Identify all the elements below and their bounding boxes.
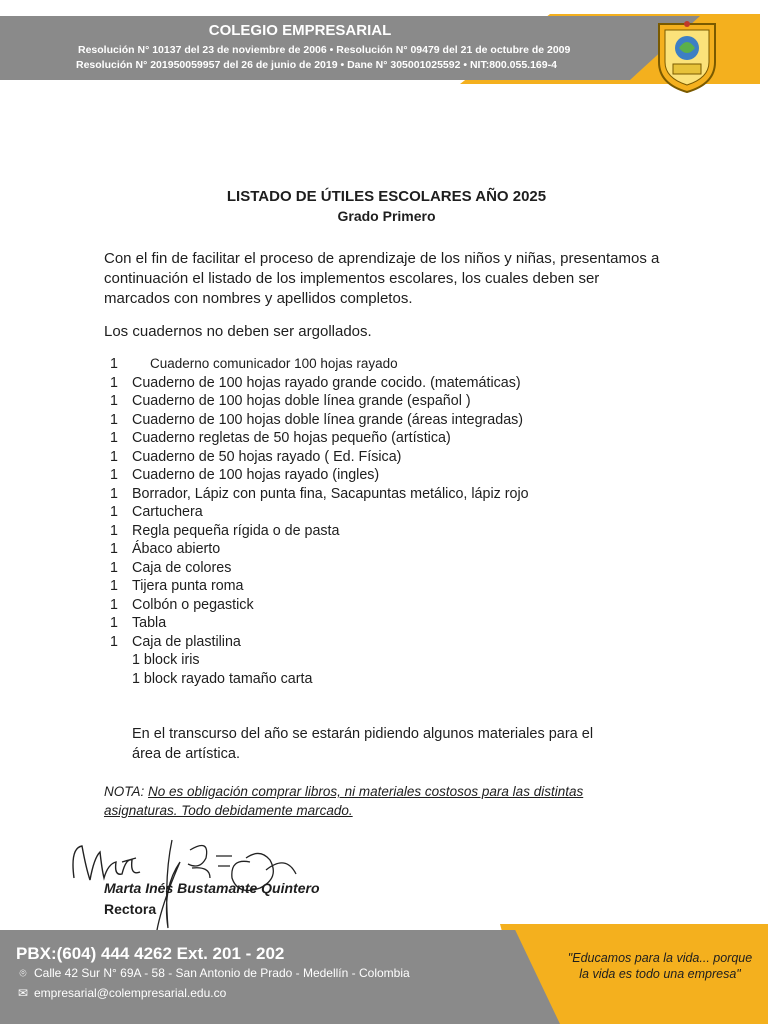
item-text: 1 block iris bbox=[132, 652, 200, 668]
item-qty: 1 bbox=[110, 504, 118, 520]
item-text: Tabla bbox=[132, 615, 167, 631]
item-qty: 1 bbox=[110, 485, 118, 502]
footer-email: empresarial@colempresarial.edu.co bbox=[34, 986, 227, 1000]
item-text: Regla pequeña rígida o de pasta bbox=[132, 522, 340, 539]
item-text: Cuaderno comunicador 100 hojas rayado bbox=[150, 356, 398, 371]
nota-text: No es obligación comprar libros, ni materiales costosos para las distintas asignaturas. Todo debidamente marcado. bbox=[104, 784, 584, 818]
item-qty: 1 bbox=[110, 374, 118, 391]
document-title: LISTADO DE ÚTILES ESCOLARES AÑO 2025 bbox=[226, 188, 547, 205]
location-icon: ⌾ bbox=[19, 966, 27, 980]
rings-note: Los cuadernos no deben ser argollados. bbox=[104, 323, 372, 340]
intro-paragraph: Con el fin de facilitar el proceso de aprendizaje de los niños y niñas, presentamos a continuación el listado de los implementos escolares, los cuales deben ser marcados con nombres y apellidos completos. bbox=[104, 250, 660, 307]
item-text: 1 block rayado tamaño carta bbox=[132, 670, 313, 687]
item-text: Cuaderno de 100 hojas doble línea grande (áreas integradas) bbox=[132, 411, 524, 428]
extra-materials-note: En el transcurso del año se estarán pidiendo algunos materiales para el área de artística. bbox=[132, 726, 594, 762]
item-text: Tijera punta roma bbox=[132, 578, 244, 594]
item-qty: 1 bbox=[110, 411, 118, 428]
nota bbox=[104, 782, 604, 820]
school-shield-logo bbox=[655, 18, 719, 94]
footer-email-row bbox=[16, 986, 226, 1000]
item-text: Caja de colores bbox=[132, 559, 232, 576]
item-qty: 1 bbox=[110, 633, 118, 650]
resolution-line-2: Resolución N° 201950059957 del 26 de junio de 2019 • Dane N° 305001025592 • NIT:800.055.169-4 bbox=[76, 59, 557, 71]
school-name: COLEGIO EMPRESARIAL bbox=[208, 22, 392, 39]
item-qty: 1 bbox=[110, 522, 118, 539]
footer-address: Calle 42 Sur N° 69A - 58 - San Antonio de Prado - Medellín - Colombia bbox=[34, 966, 410, 980]
signer-name: Marta Inés Bustamante Quintero bbox=[104, 880, 320, 896]
handwritten-signature bbox=[60, 818, 310, 938]
item-text: Cuaderno de 100 hojas rayado (ingles) bbox=[132, 467, 380, 483]
item-qty: 1 bbox=[110, 467, 118, 483]
item-text: Caja de plastilina bbox=[132, 633, 241, 650]
item-text: Colbón o pegastick bbox=[132, 596, 254, 613]
item-qty: 1 bbox=[110, 393, 118, 409]
item-text: Cartuchera bbox=[132, 504, 203, 520]
signer-role: Rectora bbox=[104, 901, 157, 917]
item-qty: 1 bbox=[110, 356, 118, 372]
item-text: Cuaderno de 50 hojas rayado ( Ed. Física) bbox=[132, 448, 402, 465]
slogan-line-2: la vida es todo una empresa" bbox=[579, 967, 741, 981]
item-qty: 1 bbox=[110, 541, 118, 557]
footer-phone: PBX:(604) 444 4262 Ext. 201 - 202 bbox=[16, 944, 285, 963]
item-qty: 1 bbox=[110, 559, 118, 576]
item-qty: 1 bbox=[110, 596, 118, 613]
mail-icon: ✉ bbox=[17, 986, 29, 1000]
resolution-line-1: Resolución N° 10137 del 23 de noviembre de 2006 • Resolución N° 09479 del 21 de octubre de 2009 bbox=[78, 44, 571, 56]
item-text: Cuaderno de 100 hojas rayado grande cocido. (matemáticas) bbox=[132, 374, 521, 391]
item-qty: 1 bbox=[110, 578, 118, 594]
item-text: Borrador, Lápiz con punta fina, Sacapuntas metálico, lápiz rojo bbox=[132, 485, 529, 502]
item-text: Ábaco abierto bbox=[132, 541, 221, 557]
footer-slogan bbox=[560, 950, 760, 982]
item-text: Cuaderno regletas de 50 hojas pequeño (artística) bbox=[132, 430, 451, 446]
footer-address-row bbox=[16, 966, 410, 981]
nota-label: NOTA: bbox=[104, 784, 145, 799]
item-qty: 1 bbox=[110, 430, 118, 446]
document-subtitle: Grado Primero bbox=[337, 208, 436, 224]
slogan-line-1: "Educamos para la vida... porque bbox=[567, 951, 753, 965]
item-qty: 1 bbox=[110, 615, 118, 631]
item-text: Cuaderno de 100 hojas doble línea grande (español ) bbox=[132, 393, 471, 409]
item-qty: 1 bbox=[110, 448, 118, 465]
